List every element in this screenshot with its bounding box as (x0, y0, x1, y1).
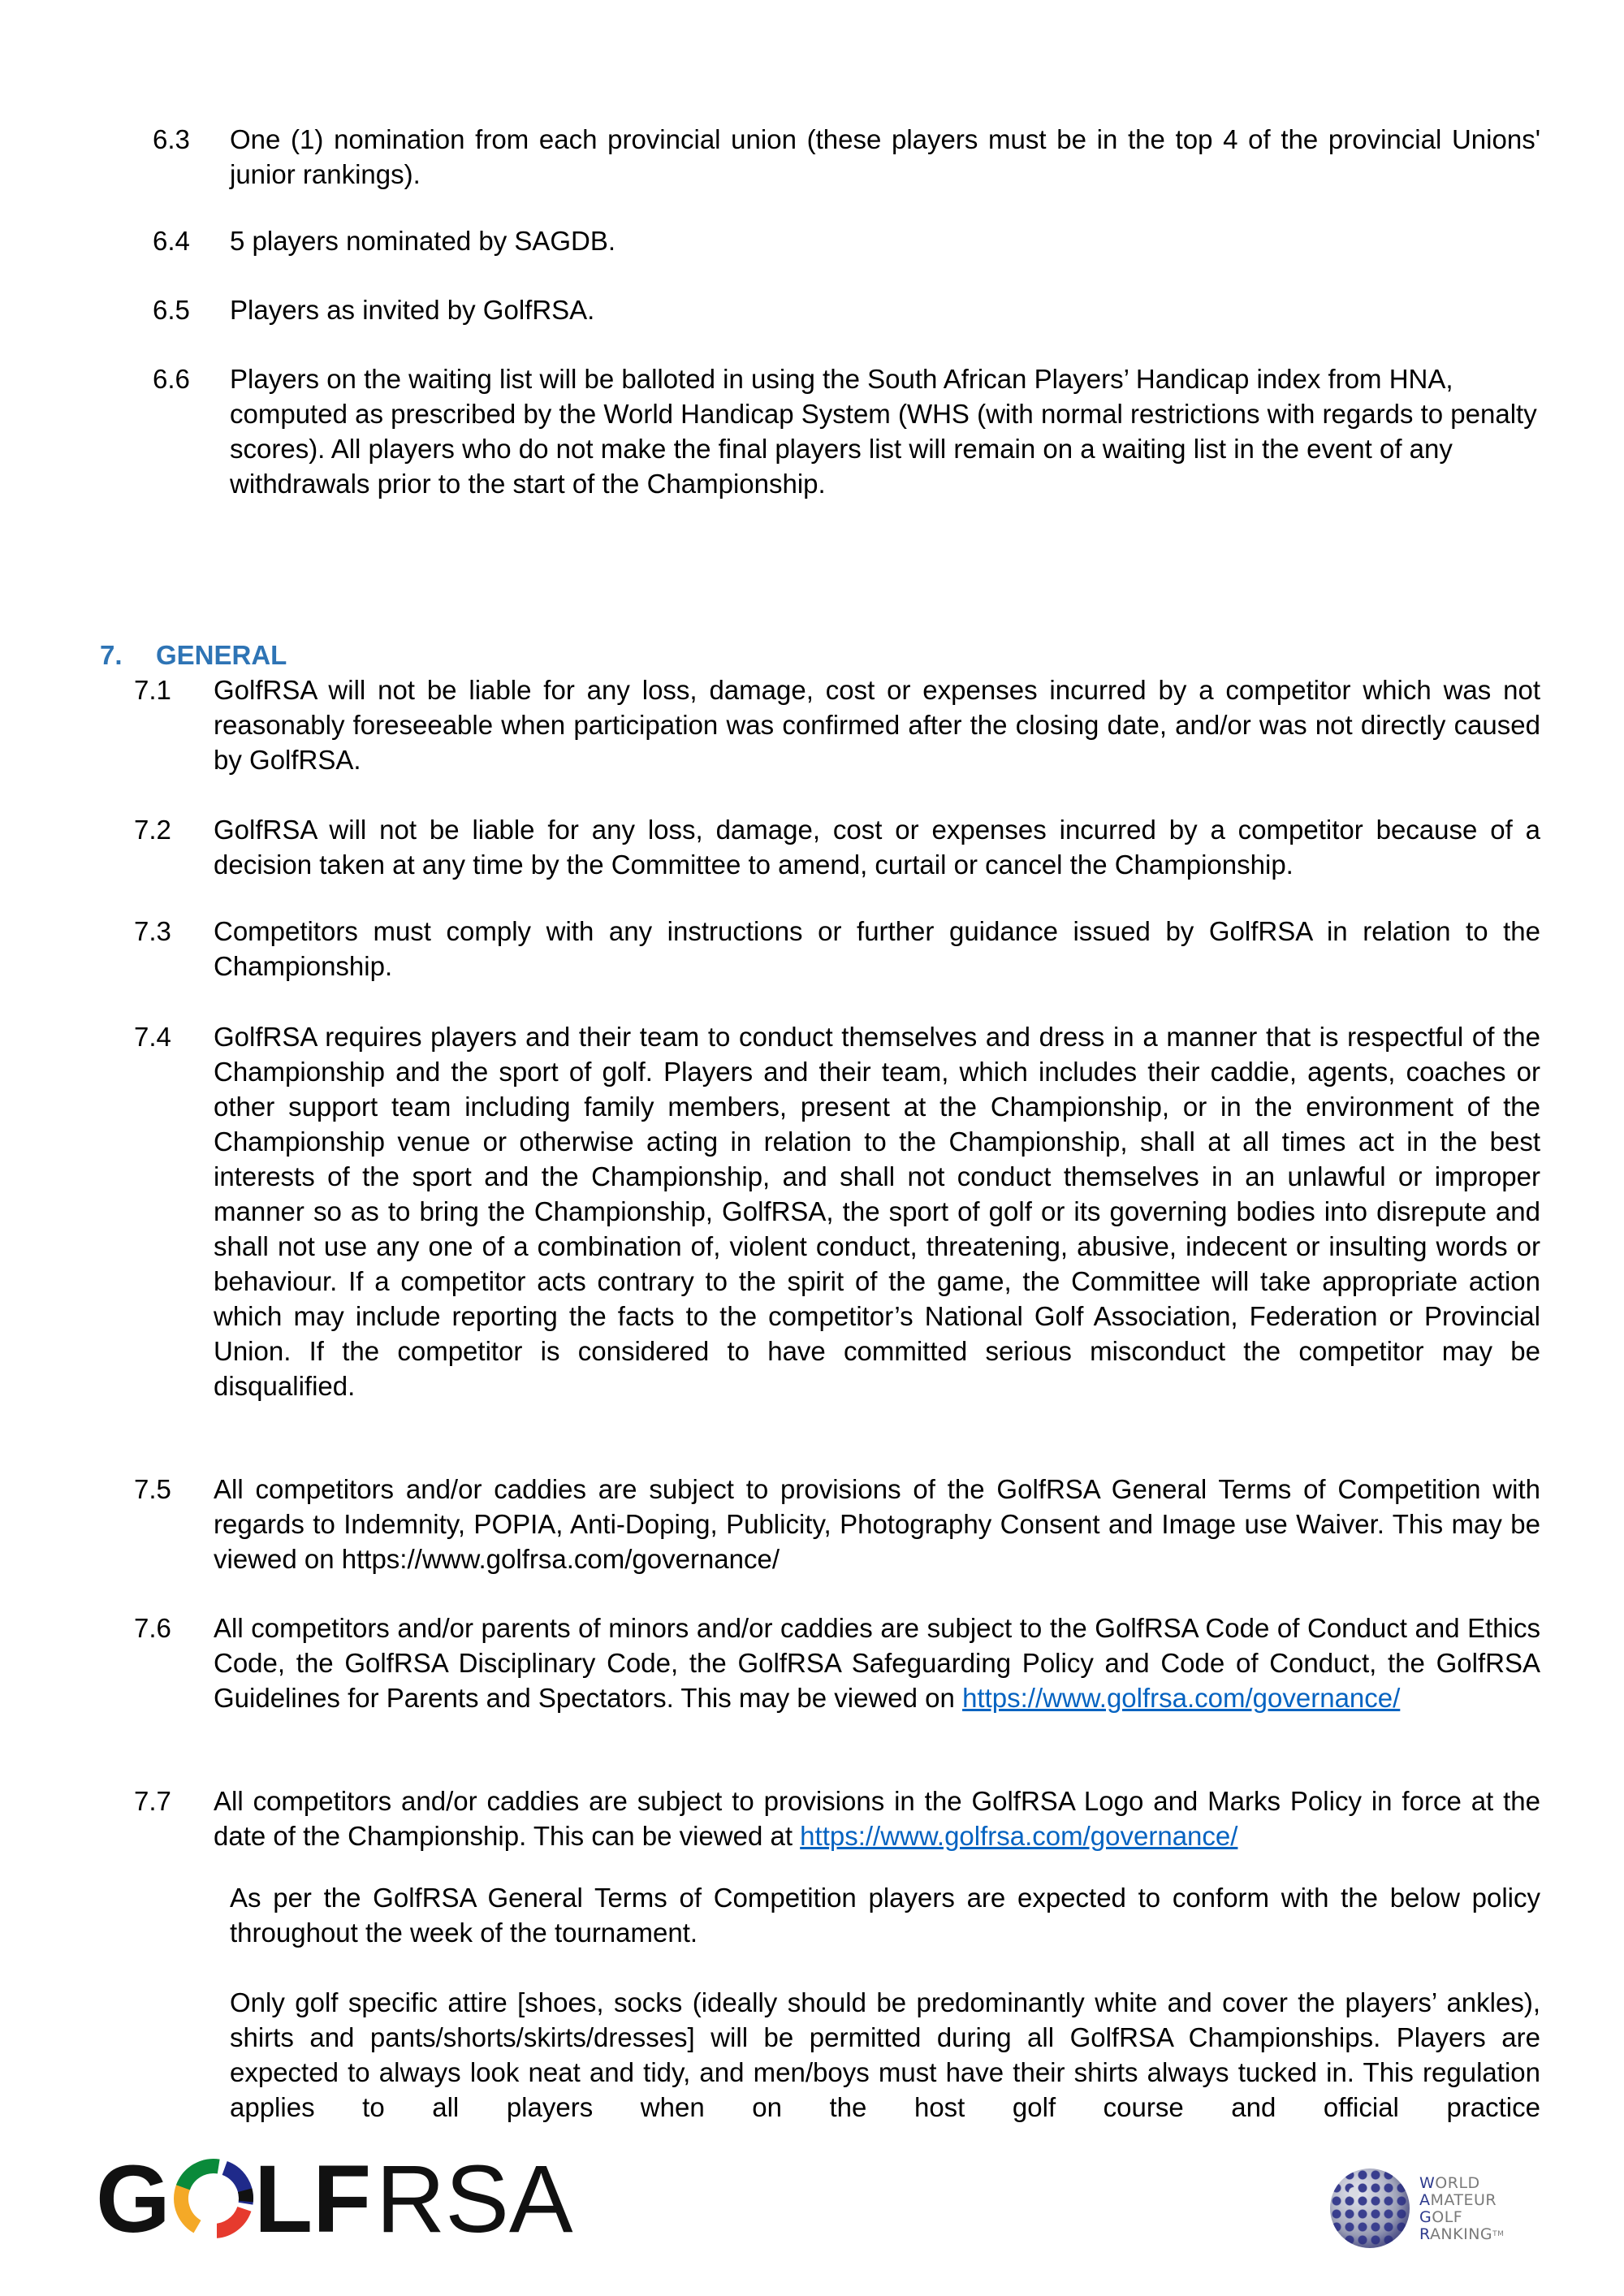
wagr-initial: W (1419, 2174, 1436, 2192)
wagr-word: ANKING (1429, 2225, 1493, 2243)
wagr-initial: A (1419, 2191, 1431, 2209)
clause-text: GolfRSA will not be liable for any loss, damage, cost or expenses incurred by a competitor which was not reasonably foreseeable when participation was confirmed after the closing date, and/or was not directly caused by GolfRSA. (214, 675, 1540, 775)
wagr-word: OLF (1432, 2208, 1463, 2226)
clause-number: 6.6 (153, 364, 190, 394)
clause-number: 6.5 (153, 295, 190, 325)
section-title: GENERAL (156, 640, 287, 670)
clause-number: 7.1 (134, 675, 171, 705)
clause-number: 6.4 (153, 226, 190, 256)
golfrsa-logo-graphic (96, 2154, 583, 2243)
governance-link[interactable]: https://www.golfrsa.com/governance/ (962, 1683, 1401, 1713)
clause-text: All competitors and/or caddies are subject to provisions of the GolfRSA General Terms of Competition with regards to Indemnity, POPIA, Anti-Doping, Publicity, Photography Consent and Image use Waiver. This may be viewed on https://www.golfrsa.com/governance/ (214, 1474, 1540, 1574)
clause-number: 7.5 (134, 1474, 171, 1504)
clause-text: One (1) nomination from each provincial union (these players must be in the top 4 of the provincial Unions' junior rankings). (230, 124, 1540, 189)
wagr-logo (1322, 2160, 1533, 2250)
wagr-word: MATEUR (1430, 2191, 1497, 2209)
attire-policy-paragraph: Only golf specific attire [shoes, socks (ideally should be predominantly white and cover the players’ ankles), shirts and pants/shorts/skirts/dresses] will be permitted during all GolfRSA Championships. Players are expected to always look neat and tidy, and men/boys must have their shirts always tucked in. This regulation applies to all players when on the host golf course and official practice (230, 1987, 1540, 2122)
logo-letters-lf: LF (254, 2154, 372, 2243)
clause-body: All competitors and/or caddies are subject to provisions in the GolfRSA Logo and Marks Policy in force at the date of the Championship. This can be viewed at (214, 1786, 1540, 1851)
attire-intro-paragraph: As per the GolfRSA General Terms of Competition players are expected to conform with the below policy throughout the week of the tournament. (230, 1883, 1540, 1948)
clause-body: All competitors and/or parents of minors and/or caddies are subject to the GolfRSA Code of Conduct and Ethics Code, the GolfRSA Disciplinary Code, the GolfRSA Safeguarding Policy and Code of Conduct, the GolfRSA Guidelines for Parents and Spectators. This may be viewed on (214, 1613, 1540, 1713)
clause-number: 7.3 (134, 916, 171, 946)
section-number: 7. (100, 640, 123, 670)
clause-number: 7.7 (134, 1786, 171, 1816)
golfrsa-logo (96, 2154, 583, 2243)
clause-text: Competitors must comply with any instructions or further guidance issued by GolfRSA in relation to the Championship. (214, 916, 1540, 981)
clause-text: 5 players nominated by SAGDB. (230, 226, 616, 256)
clause-text: GolfRSA requires players and their team to conduct themselves and dress in a manner that is respectful of the Championship and the sport of golf. Players and their team, which includes their caddie, agents, coaches or other support team including family members, present at the Championship, or in the environment of the Championship venue or otherwise acting in relation to the Championship, shall at all times act in the best interests of the sport and the Championship, and shall not conduct themselves in an unlawful or improper manner so as to bring the Championship, GolfRSA, the sport of golf or its governing bodies into disrepute and shall not use any one of a combination of, violent conduct, threatening, abusive, indecent or insulting words or behaviour. If a competitor acts contrary to the spirit of the game, the Committee will take appropriate action which may include reporting the facts to the competitor’s National Golf Association, Federation or Provincial Union. If the competitor is considered to have committed serious misconduct the competitor may be disqualified. (214, 1022, 1540, 1401)
clause-text: GolfRSA will not be liable for any loss, damage, cost or expenses incurred by a competitor because of a decision taken at any time by the Committee to amend, curtail or cancel the Championship. (214, 815, 1540, 880)
logo-letters-rsa: RSA (376, 2154, 573, 2243)
golf-ball-icon (1330, 2168, 1410, 2248)
clause-number: 7.4 (134, 1022, 171, 1052)
clause-text: Players as invited by GolfRSA. (230, 295, 595, 325)
wagr-initial: R (1419, 2225, 1430, 2243)
clause-text: Players on the waiting list will be balloted in using the South African Players’ Handicap index from HNA, computed as prescribed by the World Handicap System (WHS (with normal restrictions with regards to penalty scores). All players who do not make the final players list will remain on a waiting list in the event of any withdrawals prior to the start of the Championship. (230, 364, 1537, 499)
wagr-initial: G (1419, 2208, 1432, 2226)
clause-number: 7.2 (134, 815, 171, 845)
clause-number: 6.3 (153, 124, 190, 154)
clause-text (214, 1611, 1540, 1715)
wagr-word: ORLD (1435, 2174, 1480, 2192)
trademark-mark: TM (1492, 2230, 1505, 2238)
logo-letter-g: G (96, 2154, 171, 2243)
clause-text (214, 1784, 1540, 1853)
governance-link[interactable]: https://www.golfrsa.com/governance/ (800, 1821, 1238, 1851)
golf-ring-icon (169, 2154, 257, 2242)
clause-number: 7.6 (134, 1613, 171, 1643)
wagr-wordmark (1419, 2175, 1504, 2243)
